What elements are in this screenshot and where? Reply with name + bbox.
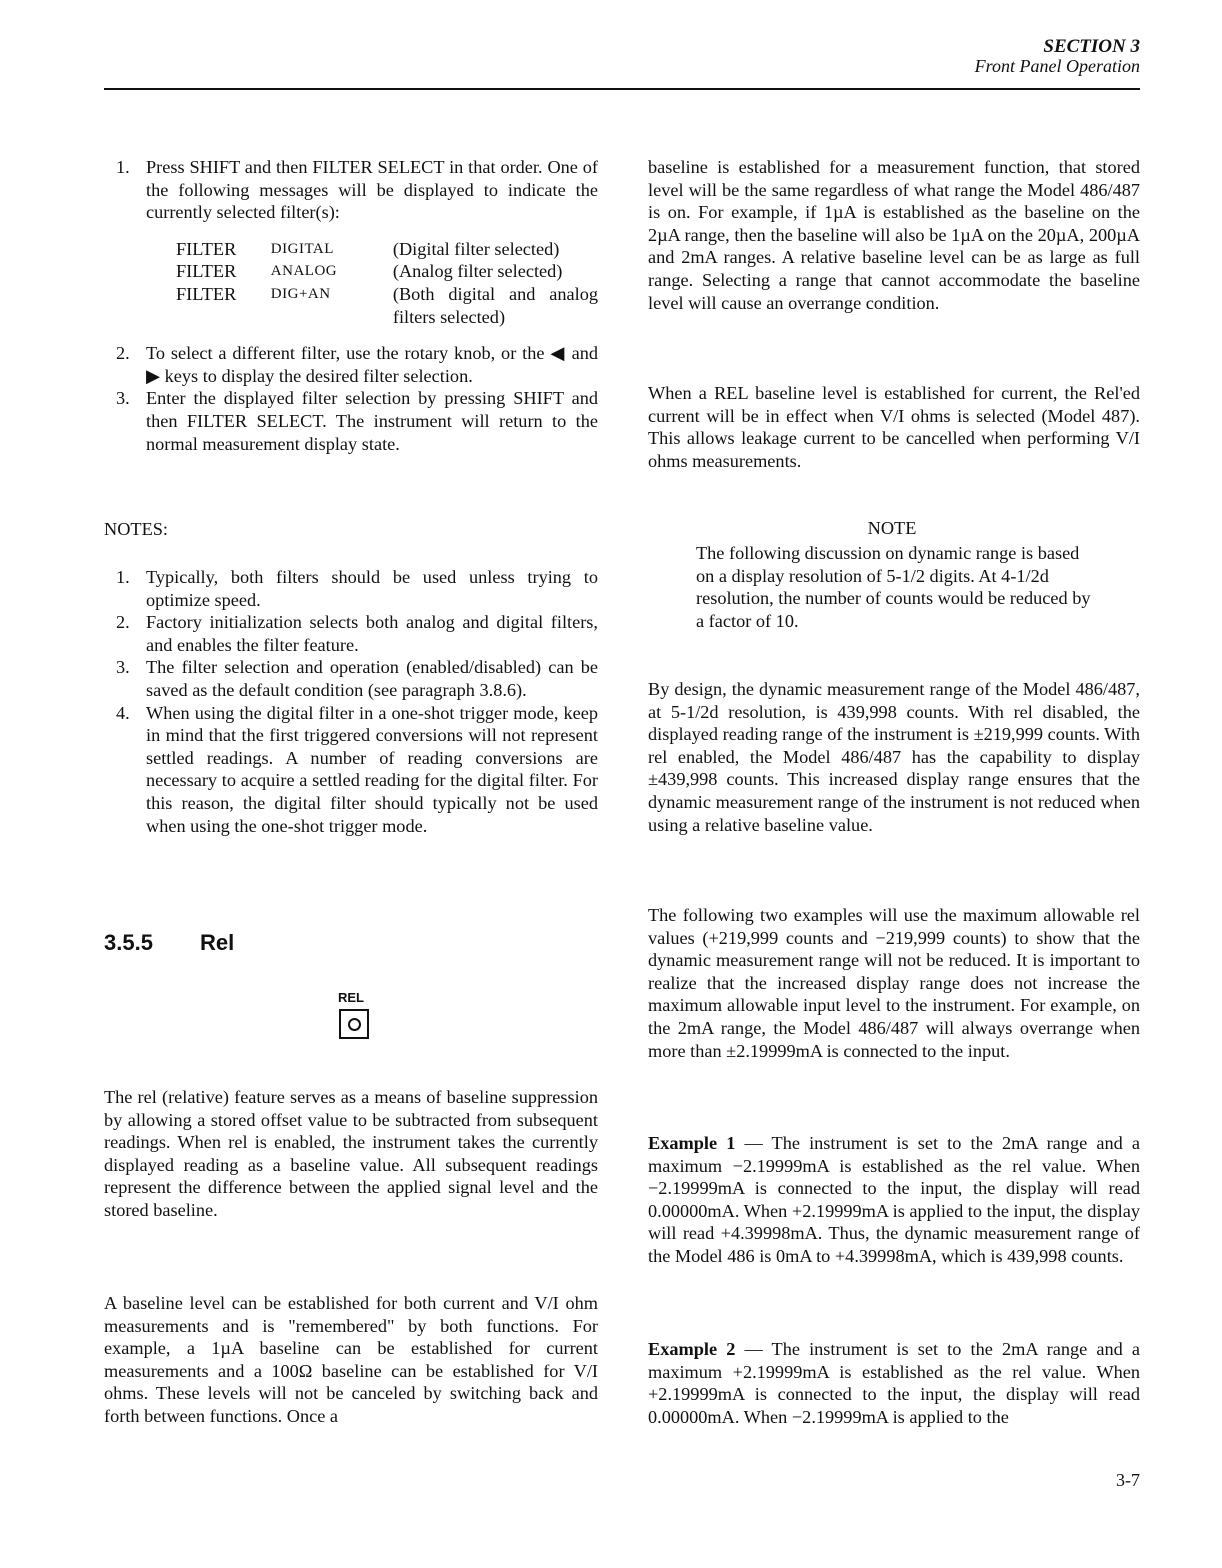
filter-desc: (Both digital and analog filters selected) xyxy=(392,283,598,327)
example-2-text: — The instrument is set to the 2mA range and a maximum +2.19999mA is established as the rel value. When +2.19999mA is connected to the input, the display will read 0.00000mA. When −2.19999mA is applied to the xyxy=(648,1339,1141,1427)
filter-desc: (Digital filter selected) xyxy=(392,238,560,259)
note-text: Typically, both filters should be used unless trying to optimize speed. xyxy=(146,567,598,610)
step-text: To select a different filter, use the rotary knob, or the ◀ and ▶ keys to display the desired filter selection. xyxy=(146,343,598,386)
note-number: 1. xyxy=(116,567,130,587)
section-label: SECTION 3 xyxy=(1043,36,1140,57)
step-number: 3. xyxy=(116,388,130,409)
example-2-label: Example 2 xyxy=(648,1339,736,1359)
note-text: The following discussion on dynamic range is based on a display resolution of 5-1/2 digits. At 4-1/2d resolution, the number of counts would be reduced by a factor of 10. xyxy=(696,543,1091,631)
note-item xyxy=(104,656,598,701)
example-1-label: Example 1 xyxy=(648,1133,736,1153)
section-subtitle: Front Panel Operation xyxy=(974,56,1140,76)
right-paragraph-4: The following two examples will use the maximum allowable rel values (+219,999 counts and −219,999 counts) to show that the dynamic measurement range will not be reduced. It is important to realize that the increased display range does not increase the maximum allowable input level to the instrument. For example, on the 2mA range, the Model 486/487 will always overrange when more than ±2.19999mA is connected to the input. xyxy=(648,905,1140,1061)
left-column-top xyxy=(104,156,598,455)
note-item xyxy=(104,702,598,838)
filter-messages-table xyxy=(176,238,598,328)
steps-list-b xyxy=(104,342,598,455)
filter-row xyxy=(176,283,598,328)
step-text: Enter the displayed filter selection by pressing SHIFT and then FILTER SELECT. The instrument will return to the normal measurement display state. xyxy=(146,388,598,454)
note-text: Factory initialization selects both analog and digital filters, and enables the filter feature. xyxy=(146,612,598,655)
note-text: The filter selection and operation (enabled/disabled) can be saved as the default condition (see paragraph 3.8.6). xyxy=(146,657,598,700)
rel-paragraph-2: A baseline level can be established for both current and V/I ohm measurements and is "remembered" by both functions. For example, a 1µA baseline can be established for current measurements and a 100Ω baseline can be established for V/I ohms. These levels will not be canceled by switching back and forth between functions. Once a xyxy=(104,1293,598,1426)
right-paragraph-2: When a REL baseline level is established for current, the Rel'ed current will be in effect when V/I ohms is selected (Model 487). This allows leakage current to be cancelled when performing V/I ohms measurements. xyxy=(648,383,1140,471)
step-item xyxy=(104,156,598,224)
note-number: 2. xyxy=(116,612,130,633)
note-item xyxy=(104,611,598,656)
example-2 xyxy=(648,1338,1140,1428)
filter-row xyxy=(176,238,598,261)
filter-row xyxy=(176,260,598,283)
key-circle-icon xyxy=(348,1018,361,1031)
section-title: Rel xyxy=(200,930,235,955)
header-rule xyxy=(104,88,1140,90)
right-paragraph-3: By design, the dynamic measurement range of the Model 486/487, at 5-1/2d resolution, is 439,998 counts. With rel disabled, the displayed reading range of the instrument is ±219,999 counts. With rel enabled, the Model 486/487 has the capability to display ±439,998 counts. This increased display range ensures that the dynamic measurement range of the instrument is not reduced when using a relative baseline value. xyxy=(648,679,1140,835)
section-number: 3.5.5 xyxy=(104,930,153,955)
example-1 xyxy=(648,1132,1140,1268)
example-1-text: — The instrument is set to the 2mA range and a maximum −2.19999mA is established as the rel value. When −2.19999mA is connected to the input, the display will read 0.00000mA. When +2.19999mA is applied to the input, the display will read +4.39998mA. Thus, the dynamic measurement range of the Model 486 is 0mA to +4.39998mA, which is 439,998 counts. xyxy=(648,1133,1141,1266)
note-title: NOTE xyxy=(867,518,917,538)
rel-paragraph-1: The rel (relative) feature serves as a means of baseline suppression by allowing a stored offset value to be subtracted from subsequent readings. When rel is enabled, the instrument takes the currently displayed reading as a baseline value. All subsequent readings represent the difference between the applied signal level and the stored baseline. xyxy=(104,1087,598,1220)
step-number: 1. xyxy=(116,157,130,177)
page-number: 3-7 xyxy=(1116,1470,1140,1490)
filter-desc: (Analog filter selected) xyxy=(392,261,563,282)
notes-title: NOTES: xyxy=(104,519,168,539)
filter-word: FILTER xyxy=(176,283,237,304)
step-item xyxy=(104,387,598,455)
note-number: 3. xyxy=(116,657,130,678)
step-text: Press SHIFT and then FILTER SELECT in that order. One of the following messages will be displayed to indicate the currently selected filter(s): xyxy=(146,157,598,223)
filter-word: FILTER xyxy=(176,261,237,282)
note-item xyxy=(104,566,598,611)
filter-mode: DIG+AN xyxy=(270,285,331,302)
steps-list-a xyxy=(104,156,598,224)
notes-list xyxy=(104,566,598,837)
rel-key-label: REL xyxy=(338,990,364,1005)
notes-block xyxy=(104,566,598,837)
rel-key-icon xyxy=(339,1009,369,1039)
note-text: When using the digital filter in a one-shot trigger mode, keep in mind that the first triggered conversions will not represent settled readings. A number of reading conversions are necessary to acquire a settled reading for the digital filter. For this reason, the digital filter should typically not be used when using the one-shot trigger mode. xyxy=(146,702,598,836)
filter-mode: DIGITAL xyxy=(270,240,334,257)
right-paragraph-1: baseline is established for a measurement function, that stored level will be the same regardless of what range the Model 486/487 is on. For example, if 1µA is established as the baseline on the 2µA range, then the baseline will also be 1µA on the 20µA, 200µA and 2mA ranges. A relative baseline level can be as large as full range. Selecting a range that cannot accommodate the baseline level will cause an overrange condition. xyxy=(648,157,1140,313)
filter-word: FILTER xyxy=(176,238,237,259)
step-item xyxy=(104,342,598,387)
filter-mode: ANALOG xyxy=(270,263,338,280)
note-number: 4. xyxy=(116,702,130,723)
step-number: 2. xyxy=(116,343,130,364)
